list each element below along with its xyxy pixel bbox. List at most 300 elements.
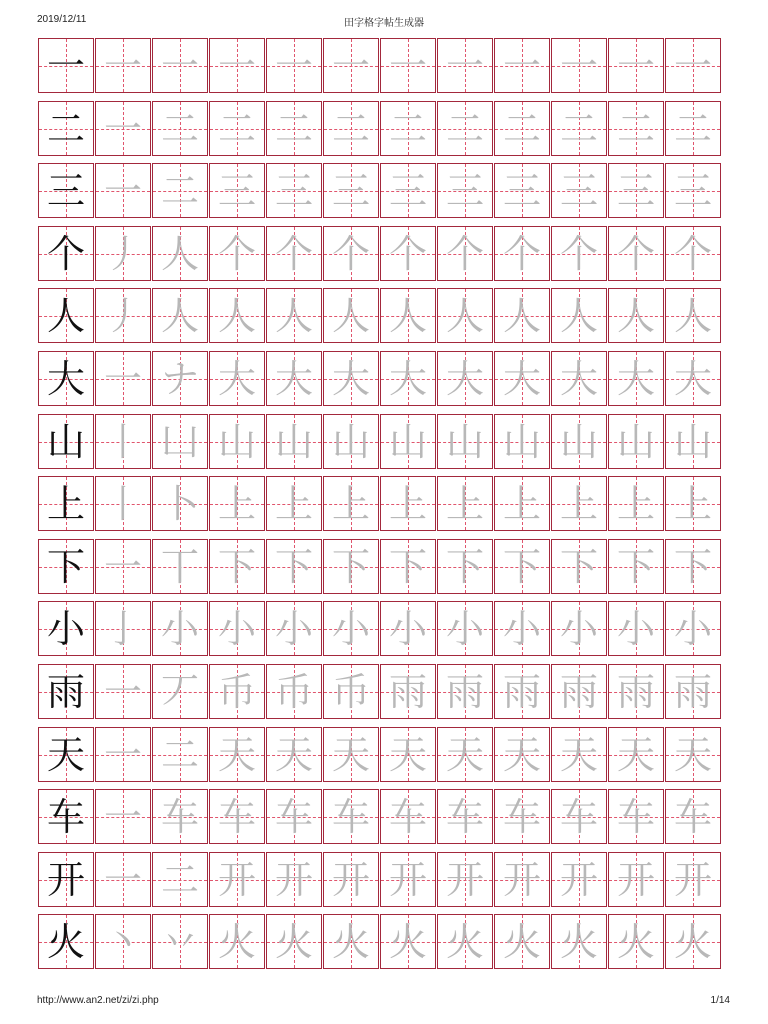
trace-cell [152, 601, 208, 656]
trace-cell [551, 226, 607, 281]
trace-character: 二 [673, 106, 712, 151]
trace-cell [665, 664, 721, 719]
trace-character: 一 [331, 43, 370, 88]
practice-row [38, 38, 731, 95]
trace-cell [380, 852, 436, 907]
trace-cell [323, 476, 379, 531]
practice-row [38, 226, 731, 283]
trace-cell [494, 789, 550, 844]
trace-cell [608, 226, 664, 281]
trace-character: 天 [445, 732, 484, 777]
trace-character: 小 [160, 606, 199, 651]
trace-cell [266, 226, 322, 281]
trace-cell [95, 789, 151, 844]
trace-character: 小 [559, 606, 598, 651]
trace-character: 一 [103, 857, 142, 902]
trace-cell [323, 288, 379, 343]
trace-cell [608, 664, 664, 719]
practice-row [38, 601, 731, 658]
trace-character: 个 [331, 231, 370, 276]
trace-character: 一 [103, 168, 142, 213]
trace-cell [665, 601, 721, 656]
trace-cell [665, 476, 721, 531]
trace-character: 火 [502, 919, 541, 964]
trace-cell [152, 38, 208, 93]
practice-row [38, 476, 731, 533]
trace-character: 大 [502, 356, 541, 401]
model-cell [38, 226, 94, 281]
trace-cell [209, 664, 265, 719]
trace-cell [551, 163, 607, 218]
trace-cell [494, 226, 550, 281]
trace-character: 人 [331, 293, 370, 338]
trace-character: 二 [160, 857, 199, 902]
trace-character: 丿 [103, 231, 142, 276]
trace-character: 下 [445, 544, 484, 589]
trace-character: 个 [445, 231, 484, 276]
trace-cell [95, 914, 151, 969]
model-character: 三 [46, 168, 85, 213]
trace-character: 人 [445, 293, 484, 338]
trace-character: 二 [274, 106, 313, 151]
trace-character: 二 [559, 106, 598, 151]
trace-cell [380, 101, 436, 156]
trace-cell [608, 601, 664, 656]
trace-cell [437, 288, 493, 343]
trace-cell [665, 226, 721, 281]
trace-cell [380, 914, 436, 969]
trace-character: 个 [388, 231, 427, 276]
trace-cell [551, 727, 607, 782]
trace-character: 山 [673, 419, 712, 464]
trace-cell [380, 664, 436, 719]
trace-character: 上 [331, 481, 370, 526]
trace-character: 二 [160, 168, 199, 213]
trace-cell [437, 727, 493, 782]
trace-cell [437, 852, 493, 907]
trace-cell [380, 38, 436, 93]
trace-character: 小 [217, 606, 256, 651]
trace-cell [209, 852, 265, 907]
page-title: 田字格字帖生成器 [344, 18, 424, 29]
model-cell [38, 414, 94, 469]
trace-cell [608, 914, 664, 969]
trace-character: 山 [616, 419, 655, 464]
trace-cell [437, 539, 493, 594]
trace-cell [551, 539, 607, 594]
trace-cell [551, 288, 607, 343]
model-character: 开 [46, 857, 85, 902]
trace-character: 二 [331, 106, 370, 151]
trace-cell [323, 226, 379, 281]
trace-character: 一 [103, 544, 142, 589]
trace-cell [95, 163, 151, 218]
trace-character: 雨 [616, 669, 655, 714]
practice-row [38, 914, 731, 971]
trace-cell [95, 664, 151, 719]
model-cell [38, 539, 94, 594]
trace-cell [551, 351, 607, 406]
trace-cell [494, 288, 550, 343]
trace-character: 丿 [103, 293, 142, 338]
trace-character: 火 [388, 919, 427, 964]
trace-character: 二 [388, 106, 427, 151]
trace-cell [152, 852, 208, 907]
trace-cell [380, 476, 436, 531]
trace-cell [266, 852, 322, 907]
trace-cell [209, 226, 265, 281]
trace-character: 下 [559, 544, 598, 589]
trace-cell [608, 288, 664, 343]
page-number: 1/14 [710, 995, 730, 1006]
trace-cell [551, 852, 607, 907]
trace-cell [323, 101, 379, 156]
trace-cell [266, 288, 322, 343]
trace-cell [380, 539, 436, 594]
trace-character: 人 [559, 293, 598, 338]
trace-cell [209, 163, 265, 218]
trace-character: 大 [388, 356, 427, 401]
trace-character: 一 [673, 43, 712, 88]
trace-character: 天 [274, 732, 313, 777]
trace-character: 天 [331, 732, 370, 777]
trace-character: 亅 [103, 606, 142, 651]
trace-cell [209, 101, 265, 156]
trace-character: 下 [673, 544, 712, 589]
trace-cell [494, 101, 550, 156]
trace-character: 二 [616, 106, 655, 151]
trace-cell [437, 476, 493, 531]
trace-character: 小 [445, 606, 484, 651]
trace-character: 个 [673, 231, 712, 276]
trace-character: 三 [616, 168, 655, 213]
trace-character: 三 [388, 168, 427, 213]
trace-cell [323, 351, 379, 406]
trace-cell [152, 163, 208, 218]
trace-character: 下 [217, 544, 256, 589]
trace-cell [266, 664, 322, 719]
trace-cell [665, 914, 721, 969]
trace-cell [95, 288, 151, 343]
trace-cell [608, 789, 664, 844]
trace-character: 一 [217, 43, 256, 88]
trace-cell [209, 539, 265, 594]
trace-cell [437, 414, 493, 469]
trace-character: 山 [217, 419, 256, 464]
trace-character: 大 [331, 356, 370, 401]
trace-character: 一 [103, 356, 142, 401]
trace-cell [323, 914, 379, 969]
trace-cell [323, 789, 379, 844]
trace-cell [266, 163, 322, 218]
trace-character: 大 [559, 356, 598, 401]
trace-character: 火 [217, 919, 256, 964]
model-character: 人 [46, 293, 85, 338]
trace-cell [494, 351, 550, 406]
practice-row [38, 727, 731, 784]
model-character: 雨 [46, 669, 85, 714]
trace-cell [494, 664, 550, 719]
trace-character: 开 [217, 857, 256, 902]
trace-cell [266, 414, 322, 469]
trace-cell [551, 664, 607, 719]
trace-character: 车 [559, 794, 598, 839]
trace-cell [209, 914, 265, 969]
trace-cell [152, 539, 208, 594]
trace-character: 大 [217, 356, 256, 401]
trace-cell [494, 852, 550, 907]
trace-cell [95, 852, 151, 907]
practice-row [38, 852, 731, 909]
trace-character: 小 [616, 606, 655, 651]
trace-character: 一 [388, 43, 427, 88]
trace-cell [152, 414, 208, 469]
trace-cell [266, 351, 322, 406]
trace-cell [323, 539, 379, 594]
trace-cell [152, 476, 208, 531]
model-character: 个 [46, 231, 85, 276]
practice-row [38, 789, 731, 846]
trace-character: 山 [559, 419, 598, 464]
trace-cell [209, 414, 265, 469]
trace-character: 下 [331, 544, 370, 589]
trace-character: 下 [388, 544, 427, 589]
trace-cell [266, 539, 322, 594]
trace-character: 车 [673, 794, 712, 839]
trace-cell [209, 288, 265, 343]
trace-character: 车 [388, 794, 427, 839]
model-character: 下 [46, 544, 85, 589]
trace-character: 山 [274, 419, 313, 464]
print-date: 2019/12/11 [37, 14, 87, 25]
trace-character: 大 [673, 356, 712, 401]
trace-cell [95, 601, 151, 656]
trace-character: 一 [103, 732, 142, 777]
trace-cell [209, 476, 265, 531]
trace-character: 山 [331, 419, 370, 464]
trace-character: 开 [331, 857, 370, 902]
model-cell [38, 101, 94, 156]
trace-cell [95, 476, 151, 531]
trace-character: 丅 [160, 544, 199, 589]
trace-cell [437, 601, 493, 656]
model-cell [38, 727, 94, 782]
trace-character: 上 [388, 481, 427, 526]
trace-cell [266, 789, 322, 844]
trace-character: 天 [217, 732, 256, 777]
trace-character: 小 [331, 606, 370, 651]
trace-cell [437, 664, 493, 719]
trace-cell [266, 727, 322, 782]
trace-cell [437, 914, 493, 969]
trace-character: 上 [217, 481, 256, 526]
practice-row [38, 351, 731, 408]
trace-character: 火 [331, 919, 370, 964]
trace-cell [437, 38, 493, 93]
model-cell [38, 664, 94, 719]
trace-character: 车 [217, 794, 256, 839]
trace-character: 雨 [445, 669, 484, 714]
model-character: 上 [46, 481, 85, 526]
practice-row [38, 414, 731, 471]
trace-character: 大 [616, 356, 655, 401]
trace-cell [323, 852, 379, 907]
trace-character: 下 [616, 544, 655, 589]
trace-cell [665, 852, 721, 907]
trace-cell [665, 727, 721, 782]
trace-cell [209, 727, 265, 782]
trace-cell [665, 539, 721, 594]
trace-character: 二 [160, 732, 199, 777]
trace-cell [665, 414, 721, 469]
trace-character: 三 [559, 168, 598, 213]
trace-character: 丨 [103, 481, 142, 526]
model-cell [38, 288, 94, 343]
model-cell [38, 852, 94, 907]
trace-cell [665, 351, 721, 406]
trace-cell [437, 789, 493, 844]
trace-cell [209, 601, 265, 656]
trace-character: 上 [616, 481, 655, 526]
trace-character: 车 [331, 794, 370, 839]
trace-cell [494, 414, 550, 469]
trace-character: 卜 [160, 481, 199, 526]
trace-character: 上 [673, 481, 712, 526]
trace-cell [437, 351, 493, 406]
trace-character: 大 [445, 356, 484, 401]
trace-cell [665, 789, 721, 844]
trace-character: 车 [274, 794, 313, 839]
trace-cell [380, 351, 436, 406]
trace-character: 天 [388, 732, 427, 777]
trace-cell [95, 226, 151, 281]
model-cell [38, 163, 94, 218]
trace-character: 上 [502, 481, 541, 526]
trace-cell [380, 414, 436, 469]
practice-row [38, 163, 731, 220]
trace-character: 上 [274, 481, 313, 526]
trace-cell [266, 38, 322, 93]
trace-character: 人 [502, 293, 541, 338]
trace-cell [152, 914, 208, 969]
trace-cell [323, 163, 379, 218]
trace-character: 下 [274, 544, 313, 589]
trace-character: 一 [445, 43, 484, 88]
trace-cell [380, 789, 436, 844]
trace-character: 丷 [160, 919, 199, 964]
trace-character: 一 [103, 43, 142, 88]
trace-character: 一 [274, 43, 313, 88]
model-cell [38, 38, 94, 93]
trace-cell [608, 852, 664, 907]
model-character: 山 [46, 419, 85, 464]
trace-cell [152, 288, 208, 343]
trace-character: 一 [103, 669, 142, 714]
trace-character: 车 [616, 794, 655, 839]
trace-cell [608, 38, 664, 93]
trace-character: 一 [160, 43, 199, 88]
trace-cell [323, 664, 379, 719]
trace-character: 火 [616, 919, 655, 964]
trace-character: 人 [388, 293, 427, 338]
trace-character: 人 [274, 293, 313, 338]
trace-character: 丆 [160, 669, 199, 714]
trace-character: 车 [160, 794, 199, 839]
trace-cell [152, 727, 208, 782]
trace-character: 人 [217, 293, 256, 338]
trace-cell [608, 101, 664, 156]
trace-cell [551, 789, 607, 844]
trace-character: 个 [502, 231, 541, 276]
trace-cell [95, 539, 151, 594]
trace-cell [494, 539, 550, 594]
trace-cell [608, 727, 664, 782]
source-url: http://www.an2.net/zi/zi.php [37, 995, 159, 1006]
trace-character: 币 [274, 669, 313, 714]
trace-cell [437, 163, 493, 218]
trace-cell [551, 414, 607, 469]
trace-cell [665, 101, 721, 156]
trace-character: 三 [217, 168, 256, 213]
trace-character: 雨 [559, 669, 598, 714]
model-character: 火 [46, 919, 85, 964]
trace-character: 一 [559, 43, 598, 88]
trace-cell [551, 914, 607, 969]
practice-row [38, 539, 731, 596]
trace-cell [494, 601, 550, 656]
trace-character: 个 [559, 231, 598, 276]
trace-character: 车 [445, 794, 484, 839]
trace-character: 丨 [103, 419, 142, 464]
trace-cell [95, 101, 151, 156]
trace-character: 二 [160, 106, 199, 151]
model-cell [38, 914, 94, 969]
trace-cell [551, 601, 607, 656]
trace-character: 开 [502, 857, 541, 902]
trace-character: 丶 [103, 919, 142, 964]
trace-character: 开 [445, 857, 484, 902]
trace-cell [152, 789, 208, 844]
model-character: 大 [46, 356, 85, 401]
trace-cell [95, 414, 151, 469]
trace-character: ナ [160, 356, 199, 401]
trace-character: 二 [217, 106, 256, 151]
practice-row [38, 288, 731, 345]
trace-cell [665, 163, 721, 218]
trace-cell [494, 476, 550, 531]
trace-character: 小 [388, 606, 427, 651]
trace-cell [551, 101, 607, 156]
trace-cell [152, 101, 208, 156]
trace-cell [95, 38, 151, 93]
trace-cell [551, 38, 607, 93]
trace-cell [494, 914, 550, 969]
trace-cell [152, 664, 208, 719]
trace-cell [380, 226, 436, 281]
trace-cell [266, 101, 322, 156]
trace-character: 雨 [388, 669, 427, 714]
trace-cell [494, 727, 550, 782]
trace-character: 火 [274, 919, 313, 964]
trace-cell [551, 476, 607, 531]
trace-character: 人 [160, 231, 199, 276]
trace-cell [266, 476, 322, 531]
trace-cell [665, 288, 721, 343]
trace-character: 天 [616, 732, 655, 777]
trace-cell [323, 601, 379, 656]
trace-character: 大 [274, 356, 313, 401]
model-cell [38, 789, 94, 844]
